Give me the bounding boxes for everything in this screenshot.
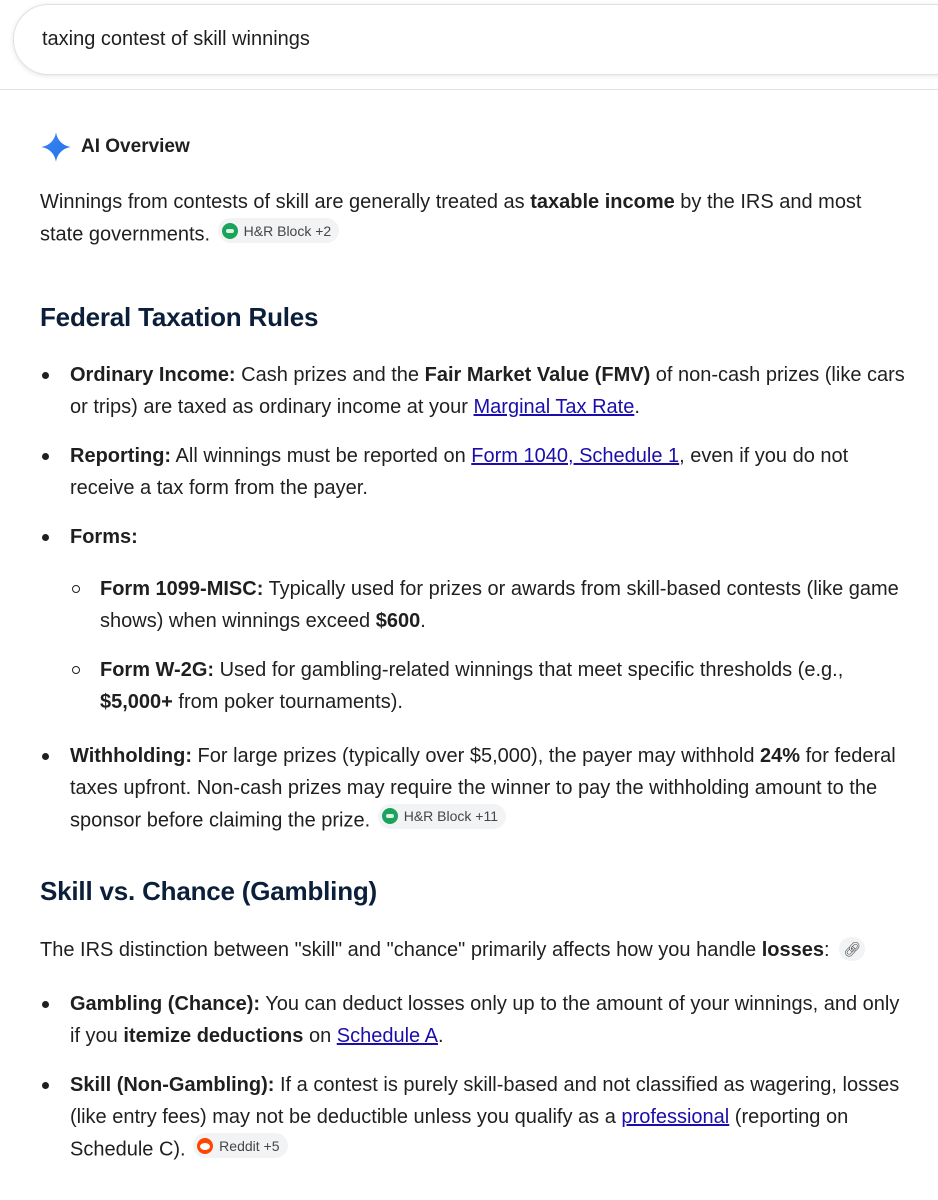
- ai-overview-body: [40, 186, 910, 1166]
- list-item: Skill (Non-Gambling): If a contest is purely skill-based and not classified as wagering, losses (like entry fees) may not be deductible unless you qualify as a professional (reporting on Schedule C). Reddit +5: [40, 1069, 910, 1166]
- section-heading: Federal Taxation Rules: [40, 301, 319, 332]
- source-chip[interactable]: H&R Block +2: [218, 218, 340, 243]
- link-icon[interactable]: 🔗︎: [839, 937, 865, 961]
- list-item: Reporting: All winnings must be reported on Form 1040, Schedule 1, even if you do not receive a tax form from the payer.: [40, 440, 910, 504]
- skill-list: [40, 988, 910, 1166]
- header-divider: [0, 89, 938, 90]
- section-heading: Skill vs. Chance (Gambling): [40, 876, 378, 906]
- skill-intro-paragraph: The IRS distinction between "skill" and "chance" primarily affects how you handle losses: 🔗︎: [40, 934, 910, 966]
- professional-link[interactable]: professional: [621, 1106, 730, 1128]
- source-chip[interactable]: Reddit +5: [193, 1133, 287, 1158]
- search-input[interactable]: taxing contest of skill winnings: [42, 28, 310, 50]
- sub-list-item: Form 1099-MISC: Typically used for prizes or awards from skill-based contests (like game shows) when winnings exceed $600.: [70, 573, 910, 637]
- source-chip[interactable]: H&R Block +11: [378, 804, 506, 829]
- forms-sublist: [70, 573, 910, 718]
- sparkle-icon: [40, 131, 72, 163]
- marginal-tax-rate-link[interactable]: Marginal Tax Rate: [473, 395, 635, 418]
- list-item: Ordinary Income: Cash prizes and the Fair Market Value (FMV) of non-cash prizes (like cars or trips) are taxed as ordinary income at your Marginal Tax Rate.: [40, 359, 910, 423]
- search-bar[interactable]: [13, 4, 938, 75]
- hr-block-icon: [382, 808, 398, 824]
- schedule-a-link[interactable]: Schedule A: [336, 1025, 438, 1047]
- intro-paragraph: Winnings from contests of skill are generally treated as taxable income by the IRS and most state governments. H&R Block +2: [40, 191, 862, 246]
- reddit-icon: [197, 1138, 213, 1154]
- list-item: Withholding: For large prizes (typically over $5,000), the payer may withhold 24% for federal taxes upfront. Non-cash prizes may require the winner to pay the withholding amount to the sponsor before claiming the prize. H&R Block +11: [40, 740, 910, 837]
- sub-list-item: Form W-2G: Used for gambling-related winnings that meet specific thresholds (e.g., $5,000+ from poker tournaments).: [70, 654, 910, 718]
- ai-overview-title: AI Overview: [81, 136, 190, 157]
- list-item: Forms: Form 1099-MISC: Typically used for prizes or awards from skill-based contests (like game shows) when winnings exceed $600. Form W-2G: Used for gambling-related winnings that meet specific thresholds (e.g., $5,000+ from poker tournaments).: [40, 521, 910, 718]
- schedule-1-link[interactable]: Form 1040, Schedule 1: [471, 444, 680, 467]
- list-item: Gambling (Chance): You can deduct losses only up to the amount of your winnings, and only if you itemize deductions on Schedule A.: [40, 988, 910, 1052]
- hr-block-icon: [222, 223, 238, 239]
- federal-list: [40, 359, 910, 837]
- ai-overview-header: [40, 131, 190, 163]
